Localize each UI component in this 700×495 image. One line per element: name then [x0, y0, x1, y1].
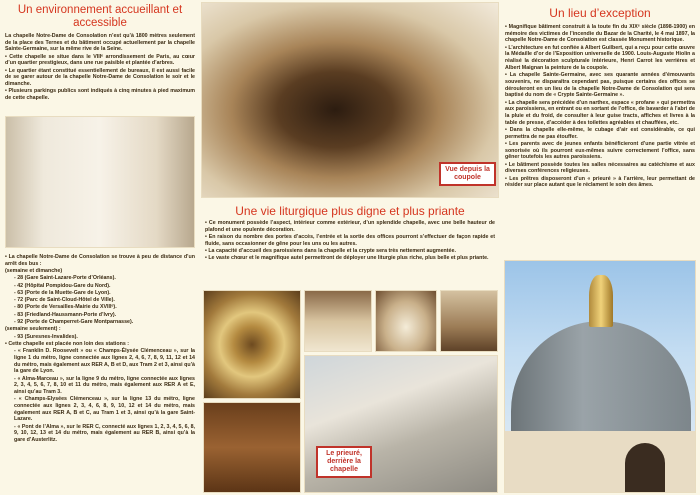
station-list	[5, 348, 195, 444]
weekday-label: (semaine seulement) :	[5, 326, 61, 333]
paragraph: • L’architecture en fut confiée à Albert Guilbert, qui a reçu pour cette œuvre la Médaille d’or de l’Exposition universelle de 1900. Louis-Auguste Hiolin a réalisé la décoration sculpturale intérieure, Henri Carrot les verrières et Albert Maignan la peinture de la coupole.	[505, 44, 695, 71]
list-item: - « Pont de l’Alma », sur le RER C, connecté aux lignes 1, 2, 3, 4, 5, 6, 8, 9, 10, 12, 13 et 14 du métro, mais également au RER B, ainsi qu’à la gare d’Austerlitz.	[14, 423, 195, 444]
list-item: - « Alma-Marceau », sur la ligne 9 du métro, ligne connectée aux lignes 2, 3, 4, 5, 6, 7, 8, 10 et 11 du métro, mais également aux RER A et E, ainsi qu’au Tram 3.	[14, 375, 195, 396]
facade	[505, 431, 696, 493]
paragraph: • Dans la chapelle elle-même, le cubage d’air est considérable, ce qui permettra de ne pas étouffer.	[505, 126, 695, 140]
section-title-liturgy: Une vie liturgique plus digne et plus priante	[235, 204, 465, 218]
arched-doorway	[625, 443, 665, 493]
list-item: - 83 (Friedland-Haussmann-Porte d’Ivry).	[14, 311, 117, 318]
exception-text	[505, 24, 695, 189]
list-item: - 28 (Gare Saint-Lazare-Porte d’Orléans).	[14, 275, 116, 282]
paragraph: • La chapelle Notre-Dame de Consolation se trouve à peu de distance d’un arrêt des bus :	[5, 254, 195, 267]
dome-exterior-photo	[504, 260, 696, 493]
left-column	[0, 0, 200, 495]
nave-photo	[304, 290, 372, 352]
choir-altar-photo	[375, 290, 437, 352]
paragraph: • Ce monument possède l’aspect, intérieur comme extérieur, d’un splendide chapelle, avec une belle hauteur de plafond et une opulente décoration.	[205, 220, 495, 233]
paragraph: • En raison du nombre des portes d’accès, l’entrée et la sortie des offices pourront s’effectuer de façon rapide et fluide, sans occasionner de gêne pour les uns ou les autres.	[205, 234, 495, 247]
middle-column	[201, 0, 499, 495]
list-item: - 92 (Porte de Champerret-Gare Montparnasse).	[14, 319, 134, 326]
paragraph: • Le bâtiment possède toutes les salles nécessaires au catéchisme et aux diverses conférences religieuses.	[505, 161, 695, 175]
golden-statue	[589, 275, 613, 327]
wood-paneled-room-photo	[203, 402, 301, 493]
paragraph: • Les prêtres disposeront d’un « prieuré » à l’arrière, leur permettant de résider sur place autant que le réclament le soin des âmes.	[505, 175, 695, 189]
liturgy-text	[205, 220, 495, 263]
section-title-accessible: Un environnement accueillant et accessible	[17, 4, 183, 29]
paragraph: • Le vaste chœur et le magnifique autel permettront de déployer une liturgie plus riche, plus belle et plus priante.	[205, 255, 489, 262]
intro-text	[5, 33, 195, 102]
list-item: - « Champs-Elysées Clémenceau », sur la ligne 13 du métro, ligne connectée aux lignes 2, 3, 4, 6, 8, 9, 10, 12 et 14 du métro, mais également aux RER A, B et C, au Tram 1 et 3, ainsi qu’à la gare Saint-Lazare.	[14, 396, 195, 423]
side-chapel-photo	[440, 290, 498, 352]
paragraph: • Le quartier étant constitué essentiellement de bureaux, il est aussi facile de se garer autour de la chapelle Notre-Dame de Consolation le soir et le dimanche.	[5, 67, 195, 88]
paragraph: • Magnifique bâtiment construit à la toute fin du XIXᵉ siècle (1898-1900) en mémoire des victimes de l’incendie du Bazar de la Charité, le 4 mai 1897, la chapelle Notre-Dame de Consolation est classée Monument historique.	[505, 24, 695, 44]
altar-photo	[5, 116, 195, 248]
transport-text	[5, 254, 195, 444]
list-item: - « Franklin D. Roosevelt » ou « Champs-Élysée Clémenceau », sur la ligne 1 du métro, ligne connectée aux lignes 2, 4, 6, 7, 8, 9, 11, 12 et 14 du métro, mais également aux RER A, B et D, aux Tram 2 et 3, ainsi qu’à la gare de Lyon.	[14, 348, 195, 375]
right-column	[500, 0, 700, 495]
paragraph: • La chapelle Sainte-Germaine, avec ses quarante années d’émouvants souvenirs, ne disparaîtra cependant pas, puisque certains des offices se dérouleront en un lieu de la chapelle Notre-Dame de Consolation qui sera baptisé du nom de « Crypte Sainte-Germaine ».	[505, 72, 695, 99]
stations-intro: • Cette chapelle est placée non loin des stations :	[5, 340, 130, 347]
bus-list-weekday	[5, 334, 195, 341]
list-item: - 63 (Porte de la Muette-Gare de Lyon).	[14, 289, 111, 296]
bus-list-week	[5, 275, 195, 325]
paragraph: • Les parents avec de jeunes enfants bénéficieront d’une partie vitrée et sonorisée où ils pourront eux-mêmes suivre correctement l’office, sans gêner toutefois les autres paroissiens.	[505, 140, 695, 161]
priory-caption: Le prieuré, derrière la chapelle	[316, 446, 372, 478]
list-item: - 42 (Hôpital Pompidou-Gare du Nord).	[14, 282, 111, 289]
paragraph: • La chapelle sera précédée d’un narthex, espace « profane » qui permettra aux paroissiens, en entrant ou en sortant de l’office, de bavarder à l’abri de la pluie et du froid, de consulter à leur guise tracts, affiches et livres à la table de presse, d’accéder à des toilettes agréables et chauffées, etc.	[505, 99, 695, 126]
paragraph: • Cette chapelle se situe dans le VIIIᵉ arrondissement de Paris, au cœur d’un quartier prestigieux, dans une rue paisible et plantée d’arbres.	[5, 53, 195, 67]
paragraph: • Plusieurs parkings publics sont indiqués à cinq minutes à pied maximum de cette chapelle.	[5, 88, 195, 102]
section-title-exception: Un lieu d’exception	[549, 6, 651, 20]
vault-ceiling-photo	[203, 290, 301, 399]
paragraph: La chapelle Notre-Dame de Consolation n’est qu’à 1800 mètres seulement de la place des Ternes et du bâtiment occupé actuellement par la chapelle Sainte-Germaine, sur la même rive de la Seine.	[5, 33, 195, 53]
cupola-caption: Vue depuis la coupole	[439, 162, 496, 186]
list-item: - 72 (Parc de Saint-Cloud-Hôtel de Ville).	[14, 297, 115, 304]
week-label: (semaine et dimanche)	[5, 268, 63, 274]
paragraph: • La capacité d’accueil des paroissiens dans la chapelle et la crypte sera très nettement augmentée.	[205, 248, 456, 254]
list-item: - 93 (Suresnes-Invalides).	[14, 333, 78, 340]
list-item: - 80 (Porte de Versailles-Mairie du XVIIIᵉ).	[14, 304, 117, 311]
